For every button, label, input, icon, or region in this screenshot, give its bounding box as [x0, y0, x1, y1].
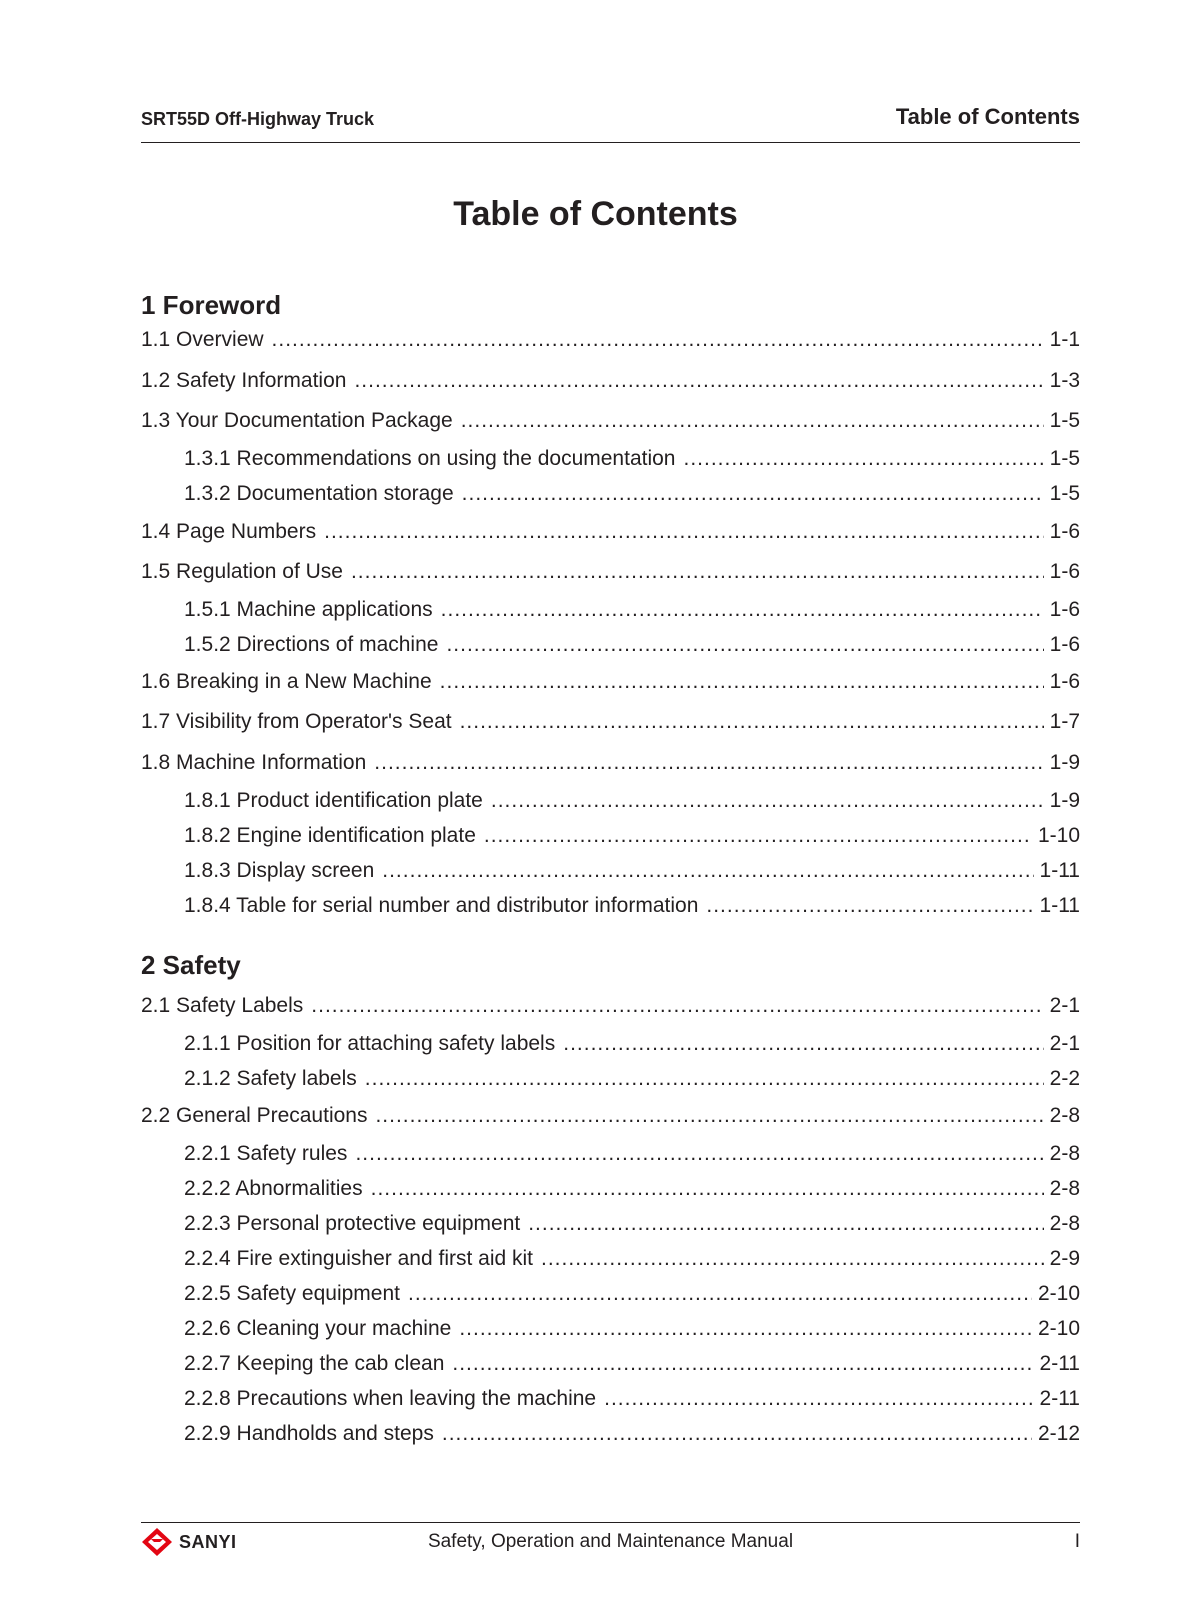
- page-header: [141, 100, 1080, 143]
- toc-entry[interactable]: [141, 1175, 1080, 1203]
- toc-entry[interactable]: [141, 1140, 1080, 1168]
- toc-entry-label: 1.8 Machine Information: [141, 751, 367, 774]
- page-footer: [141, 1522, 1080, 1563]
- leader-dots: [324, 518, 1044, 546]
- toc-entry-page: 1-3: [1049, 369, 1080, 392]
- toc-entry-label: 2.2.5 Safety equipment: [184, 1282, 400, 1305]
- toc-entry-label: 1.5 Regulation of Use: [141, 560, 343, 583]
- leader-dots: [461, 407, 1044, 435]
- toc-entry[interactable]: [141, 1420, 1080, 1448]
- leader-dots: [460, 708, 1044, 736]
- leader-dots: [382, 857, 1033, 885]
- toc-entry-page: 1-10: [1037, 824, 1080, 847]
- toc-entry-label: 1.8.4 Table for serial number and distributor information: [184, 894, 699, 917]
- leader-dots: [272, 326, 1044, 354]
- toc-entry-label: 1.8.1 Product identification plate: [184, 789, 483, 812]
- leader-dots: [706, 892, 1033, 920]
- toc-entry-page: 2-9: [1049, 1247, 1080, 1270]
- toc-entry-label: 1.3 Your Documentation Package: [141, 409, 453, 432]
- toc-entry-page: 2-1: [1049, 1032, 1080, 1055]
- toc-entry-label: 2.2.1 Safety rules: [184, 1142, 348, 1165]
- leader-dots: [563, 1030, 1043, 1058]
- toc-entry-page: 2-8: [1049, 1177, 1080, 1200]
- leader-dots: [440, 668, 1044, 696]
- toc-entry-page: 2-8: [1049, 1142, 1080, 1165]
- toc-entry-label: 1.8.2 Engine identification plate: [184, 824, 476, 847]
- toc-entry[interactable]: [141, 668, 1080, 696]
- toc-entry-label: 2.2.7 Keeping the cab clean: [184, 1352, 445, 1375]
- toc-entry[interactable]: [141, 631, 1080, 659]
- toc-entry[interactable]: [141, 1210, 1080, 1238]
- toc-entry-label: 1.7 Visibility from Operator's Seat: [141, 710, 452, 733]
- toc-entry[interactable]: [141, 1065, 1080, 1093]
- leader-dots: [683, 445, 1043, 473]
- leader-dots: [484, 822, 1032, 850]
- toc-entry-label: 2.2 General Precautions: [141, 1104, 368, 1127]
- toc-entry[interactable]: [141, 1315, 1080, 1343]
- toc-entry-label: 1.5.2 Directions of machine: [184, 633, 439, 656]
- toc-entry[interactable]: [141, 787, 1080, 815]
- leader-dots: [462, 480, 1044, 508]
- document-title: SRT55D Off-Highway Truck: [141, 109, 375, 129]
- leader-dots: [528, 1210, 1043, 1238]
- leader-dots: [408, 1280, 1032, 1308]
- toc-entry-label: 2.2.4 Fire extinguisher and first aid kit: [184, 1247, 534, 1270]
- toc-entry[interactable]: [141, 1245, 1080, 1273]
- leader-dots: [375, 1102, 1043, 1130]
- leader-dots: [459, 1315, 1032, 1343]
- toc-entry[interactable]: [141, 992, 1080, 1020]
- toc-entry[interactable]: [141, 326, 1080, 354]
- toc-entry-label: 1.6 Breaking in a New Machine: [141, 670, 432, 693]
- toc-entry-page: 2-10: [1037, 1282, 1080, 1305]
- toc-entry-label: 2.2.2 Abnormalities: [184, 1177, 363, 1200]
- toc-entry-label: 2.1.2 Safety labels: [184, 1067, 357, 1090]
- toc-entry-label: 2.2.3 Personal protective equipment: [184, 1212, 521, 1235]
- toc-entry-page: 1-6: [1049, 598, 1080, 621]
- toc-entry-page: 1-11: [1039, 894, 1080, 917]
- section-heading-foreword: 1 Foreword: [141, 290, 282, 320]
- leader-dots: [604, 1385, 1033, 1413]
- toc-entry-label: 2.1 Safety Labels: [141, 994, 304, 1017]
- leader-dots: [442, 1420, 1032, 1448]
- leader-dots: [354, 367, 1043, 395]
- toc-entry[interactable]: [141, 1102, 1080, 1130]
- toc-entry[interactable]: [141, 857, 1080, 885]
- leader-dots: [452, 1350, 1033, 1378]
- page-title: Table of Contents: [453, 195, 738, 233]
- toc-entry-label: 1.3.2 Documentation storage: [184, 482, 454, 505]
- toc-entry-page: 1-6: [1049, 633, 1080, 656]
- toc-entry-page: 1-9: [1049, 789, 1080, 812]
- toc-entry-page: 1-6: [1049, 560, 1080, 583]
- toc-entry[interactable]: [141, 1385, 1080, 1413]
- leader-dots: [441, 596, 1044, 624]
- page-number: I: [1074, 1531, 1080, 1552]
- toc-entry-label: 2.2.6 Cleaning your machine: [184, 1317, 452, 1340]
- toc-entry-label: 1.1 Overview: [141, 328, 264, 351]
- toc-entry-label: 1.4 Page Numbers: [141, 520, 317, 543]
- section-heading-safety: 2 Safety: [141, 950, 241, 980]
- leader-dots: [351, 558, 1044, 586]
- toc-entry[interactable]: [141, 749, 1080, 777]
- header-section-title: Table of Contents: [895, 104, 1080, 129]
- toc-entry-page: 1-9: [1049, 751, 1080, 774]
- toc-entry-page: 1-6: [1049, 670, 1080, 693]
- toc-entry[interactable]: [141, 1280, 1080, 1308]
- toc-entry[interactable]: [141, 1350, 1080, 1378]
- toc-entry[interactable]: [141, 407, 1080, 435]
- toc-entry-label: 1.2 Safety Information: [141, 369, 347, 392]
- toc-entry-page: 1-11: [1039, 859, 1080, 882]
- toc-entry[interactable]: [141, 708, 1080, 736]
- toc-entry-label: 1.5.1 Machine applications: [184, 598, 433, 621]
- toc-entry[interactable]: [141, 596, 1080, 624]
- toc-entry[interactable]: [141, 892, 1080, 920]
- toc-entry-page: 2-12: [1037, 1422, 1080, 1445]
- toc-entry-page: 2-8: [1049, 1212, 1080, 1235]
- leader-dots: [446, 631, 1043, 659]
- leader-dots: [355, 1140, 1043, 1168]
- toc-entry-page: 2-2: [1049, 1067, 1080, 1090]
- toc-entry-page: 2-1: [1049, 994, 1080, 1017]
- leader-dots: [371, 1175, 1044, 1203]
- toc-entry-page: 1-5: [1049, 447, 1080, 470]
- toc-entry-page: 2-11: [1039, 1352, 1080, 1375]
- toc-entry-label: 1.8.3 Display screen: [184, 859, 375, 882]
- toc-entry-page: 1-1: [1049, 328, 1080, 351]
- toc-entry[interactable]: [141, 367, 1080, 395]
- leader-dots: [365, 1065, 1044, 1093]
- toc-entry-label: 2.1.1 Position for attaching safety labels: [184, 1032, 556, 1055]
- toc-entry-page: 2-8: [1049, 1104, 1080, 1127]
- leader-dots: [374, 749, 1043, 777]
- toc-entry-page: 1-5: [1049, 409, 1080, 432]
- toc-entry-page: 2-10: [1037, 1317, 1080, 1340]
- toc-entry[interactable]: [141, 1030, 1080, 1058]
- toc-entry[interactable]: [141, 558, 1080, 586]
- toc-entry[interactable]: [141, 480, 1080, 508]
- leader-dots: [311, 992, 1043, 1020]
- toc-entry-label: 2.2.8 Precautions when leaving the machine: [184, 1387, 597, 1410]
- leader-dots: [541, 1245, 1044, 1273]
- toc-entry-label: 2.2.9 Handholds and steps: [184, 1422, 434, 1445]
- toc-entry-label: 1.3.1 Recommendations on using the documentation: [184, 447, 676, 470]
- toc-entry-page: 2-11: [1039, 1387, 1080, 1410]
- toc-entry-page: 1-7: [1049, 710, 1080, 733]
- toc-entry[interactable]: [141, 445, 1080, 473]
- brand-name: SANYI: [179, 1531, 237, 1552]
- manual-title: Safety, Operation and Maintenance Manual: [427, 1531, 794, 1552]
- toc-entry-page: 1-6: [1049, 520, 1080, 543]
- toc-entry[interactable]: [141, 518, 1080, 546]
- leader-dots: [491, 787, 1044, 815]
- toc-entry-page: 1-5: [1049, 482, 1080, 505]
- toc-entry[interactable]: [141, 822, 1080, 850]
